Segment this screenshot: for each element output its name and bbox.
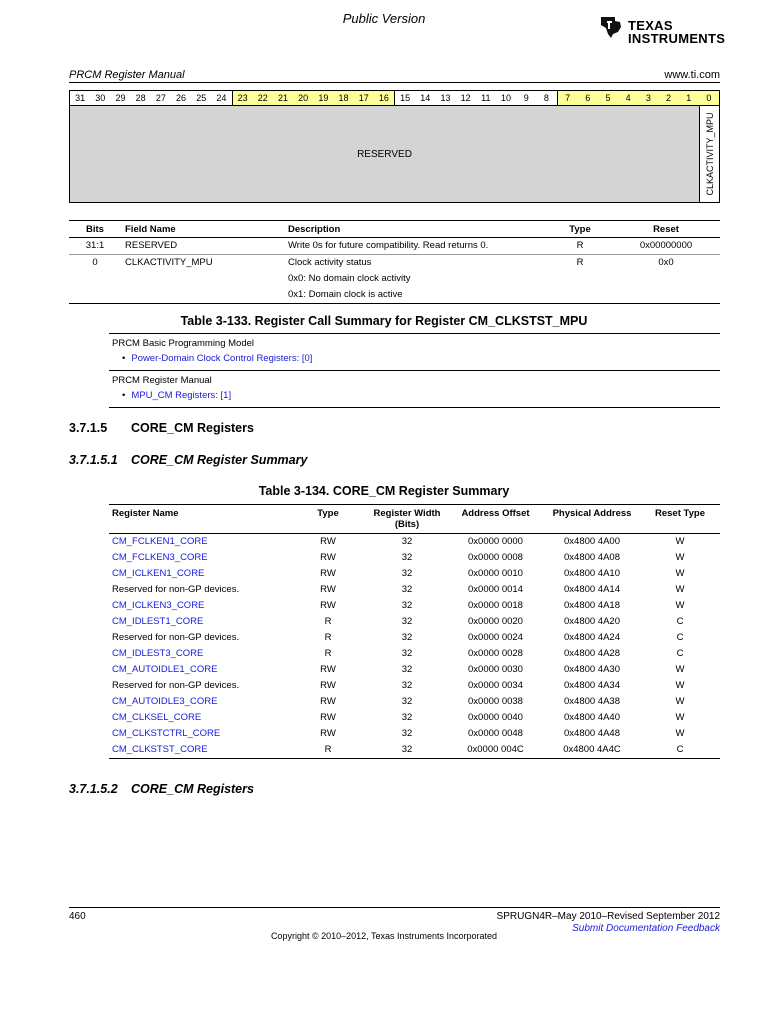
call-summary-caption: Table 3-133. Register Call Summary for Register CM_CLKSTST_MPU xyxy=(180,314,588,328)
document-id: SPRUGN4R–May 2010–Revised September 2012 xyxy=(496,911,720,922)
address-offset: 0x0000 004C xyxy=(447,742,544,759)
bit-number: 11 xyxy=(481,93,491,103)
register-type: RW xyxy=(320,584,336,595)
bit-number: 28 xyxy=(135,93,146,103)
feedback-link[interactable]: Submit Documentation Feedback xyxy=(572,923,720,934)
reset-type: W xyxy=(675,536,685,547)
table-row xyxy=(109,646,720,662)
bit-number: 2 xyxy=(658,91,678,105)
bit-number: 20 xyxy=(293,91,313,105)
register-link[interactable]: CM_IDLEST3_CORE xyxy=(112,648,204,659)
reset-type: W xyxy=(675,712,685,723)
address-offset: 0x0000 0038 xyxy=(468,696,523,707)
bit-number: 18 xyxy=(333,91,353,105)
table-row xyxy=(109,710,720,726)
bit-number: 9 xyxy=(523,93,529,103)
table-row xyxy=(109,662,720,678)
register-width: 32 xyxy=(401,616,413,627)
field-description-table xyxy=(69,220,720,304)
register-link[interactable]: CM_CLKSEL_CORE xyxy=(112,712,202,723)
address-offset: 0x0000 0034 xyxy=(468,680,523,691)
bit-number: 24 xyxy=(211,91,232,105)
col-address-offset: Address Offset xyxy=(447,505,544,534)
register-type: R xyxy=(289,742,367,759)
address-offset: 0x0000 0024 xyxy=(468,632,523,643)
register-link[interactable]: CM_ICLKEN3_CORE xyxy=(112,600,205,611)
register-type: RW xyxy=(320,664,336,675)
call-summary-link[interactable]: Power-Domain Clock Control Registers: [0] xyxy=(131,353,313,364)
physical-address: 0x4800 4A4C xyxy=(544,742,640,759)
register-width: 32 xyxy=(401,648,413,659)
reset-type: C xyxy=(676,616,684,627)
register-bit-numbers xyxy=(69,90,720,106)
address-offset: 0x0000 0000 xyxy=(468,536,523,547)
register-type: RW xyxy=(320,536,336,547)
register-type: RW xyxy=(320,712,336,723)
reset-type: W xyxy=(675,680,685,691)
reserved-field: RESERVED xyxy=(70,106,700,202)
register-type: R xyxy=(324,632,332,643)
bit-number: 26 xyxy=(176,93,187,103)
register-link[interactable]: CM_CLKSTST_CORE xyxy=(109,742,289,759)
bit-number: 14 xyxy=(420,93,431,103)
bit-number: 4 xyxy=(618,91,638,105)
ti-logo xyxy=(598,12,726,46)
register-name: Reserved for non-GP devices. xyxy=(112,584,240,595)
register-link[interactable]: CM_AUTOIDLE1_CORE xyxy=(112,664,218,675)
bit-number: 5 xyxy=(598,91,618,105)
table-row: 0x0: No domain clock activity xyxy=(288,273,411,284)
website-link[interactable]: www.ti.com xyxy=(664,69,720,81)
col-bits: Bits xyxy=(69,221,121,238)
reset-type: C xyxy=(640,742,720,759)
reset-type: W xyxy=(675,600,685,611)
bit-number: 16 xyxy=(374,91,395,105)
reset-type: W xyxy=(675,568,685,579)
table-row: 0x1: Domain clock is active xyxy=(69,287,720,304)
register-width: 32 xyxy=(401,696,413,707)
register-type: RW xyxy=(320,696,336,707)
table-row: 0 CLKACTIVITY_MPU Clock activity status R 0x0 xyxy=(92,257,674,268)
logo-text-line2: INSTRUMENTS xyxy=(628,31,726,46)
register-type: RW xyxy=(320,552,336,563)
register-width: 32 xyxy=(401,600,413,611)
col-reset: Reset xyxy=(612,221,720,238)
bit-number: 15 xyxy=(400,93,411,103)
bit-number: 22 xyxy=(253,91,273,105)
col-field-name: Field Name xyxy=(121,221,284,238)
page-number: 460 xyxy=(69,911,86,922)
physical-address: 0x4800 4A28 xyxy=(564,648,620,659)
call-summary-title: PRCM Basic Programming Model xyxy=(112,338,255,349)
reset-type: C xyxy=(676,632,684,643)
bit-number: 17 xyxy=(354,91,374,105)
register-link[interactable]: CM_CLKSTCTRL_CORE xyxy=(112,728,221,739)
register-name: Reserved for non-GP devices. xyxy=(112,632,240,643)
manual-title: PRCM Register Manual xyxy=(69,69,185,81)
address-offset: 0x0000 0028 xyxy=(468,648,523,659)
register-type: RW xyxy=(320,680,336,691)
bit-number: 31 xyxy=(75,93,86,103)
register-width: 32 xyxy=(401,632,413,643)
call-summary-table xyxy=(109,333,720,408)
col-register-name: Register Name xyxy=(109,505,289,534)
call-summary-title: PRCM Register Manual xyxy=(112,375,212,386)
bit-number: 1 xyxy=(679,91,699,105)
physical-address: 0x4800 4A38 xyxy=(564,696,620,707)
table-row xyxy=(109,630,720,646)
reset-type: W xyxy=(675,552,685,563)
address-offset: 0x0000 0020 xyxy=(468,616,523,627)
table-row xyxy=(109,614,720,630)
register-width: 32 xyxy=(401,664,413,675)
table-row xyxy=(109,598,720,614)
physical-address: 0x4800 4A24 xyxy=(564,632,620,643)
address-offset: 0x0000 0014 xyxy=(468,584,523,595)
address-offset: 0x0000 0048 xyxy=(468,728,523,739)
register-width: 32 xyxy=(401,536,413,547)
register-type: R xyxy=(324,648,332,659)
bit-number: 23 xyxy=(233,91,253,105)
bit-number: 6 xyxy=(578,91,598,105)
address-offset: 0x0000 0010 xyxy=(468,568,523,579)
clkactivity-mpu-field: CLKACTIVITY_MPU xyxy=(700,106,719,202)
table-row: 31:1 RESERVED Write 0s for future compatibility. Read returns 0. R 0x00000000 xyxy=(69,238,720,255)
table-row xyxy=(109,726,720,742)
bit-number: 3 xyxy=(638,91,658,105)
table-row xyxy=(109,550,720,566)
register-width: 32 xyxy=(401,552,413,563)
public-version-label: Public Version xyxy=(342,11,426,26)
table-row xyxy=(109,678,720,694)
physical-address: 0x4800 4A14 xyxy=(564,584,620,595)
physical-address: 0x4800 4A18 xyxy=(564,600,620,611)
copyright: Copyright © 2010–2012, Texas Instruments Incorporated xyxy=(270,931,498,941)
register-link[interactable]: CM_FCLKEN1_CORE xyxy=(112,536,208,547)
register-width: 32 xyxy=(401,680,413,691)
logo-text-line1: TEXAS xyxy=(628,18,673,33)
bullet-icon: • xyxy=(122,390,126,401)
bit-number: 12 xyxy=(460,93,471,103)
bit-number: 30 xyxy=(95,93,106,103)
bit-number: 19 xyxy=(313,91,333,105)
register-name: Reserved for non-GP devices. xyxy=(112,680,240,691)
bit-number: 29 xyxy=(115,93,126,103)
register-link[interactable]: CM_ICLKEN1_CORE xyxy=(112,568,205,579)
physical-address: 0x4800 4A10 xyxy=(564,568,620,579)
register-summary-caption: Table 3-134. CORE_CM Register Summary xyxy=(258,484,510,498)
register-width: 32 xyxy=(401,712,413,723)
table-row xyxy=(109,534,720,551)
bit-number: 27 xyxy=(155,93,166,103)
physical-address: 0x4800 4A00 xyxy=(564,536,620,547)
physical-address: 0x4800 4A34 xyxy=(564,680,620,691)
register-width: 32 xyxy=(401,568,413,579)
footer-divider xyxy=(69,907,720,908)
address-offset: 0x0000 0040 xyxy=(468,712,523,723)
physical-address: 0x4800 4A08 xyxy=(564,552,620,563)
physical-address: 0x4800 4A20 xyxy=(564,616,620,627)
address-offset: 0x0000 0018 xyxy=(468,600,523,611)
subsection-heading: 3.7.1.5.1 CORE_CM Register Summary xyxy=(69,453,308,467)
col-reset-type: Reset Type xyxy=(640,505,720,534)
col-register-width: Register Width (Bits) xyxy=(367,505,447,534)
register-bit-fields xyxy=(69,105,720,203)
address-offset: 0x0000 0030 xyxy=(468,664,523,675)
register-width: 32 xyxy=(401,728,413,739)
reset-type: C xyxy=(676,648,684,659)
call-summary-link[interactable]: MPU_CM Registers: [1] xyxy=(131,390,232,401)
physical-address: 0x4800 4A48 xyxy=(564,728,620,739)
physical-address: 0x4800 4A40 xyxy=(564,712,620,723)
header-divider xyxy=(69,82,720,83)
register-link[interactable]: CM_AUTOIDLE3_CORE xyxy=(112,696,218,707)
col-type: Type xyxy=(548,221,612,238)
reset-type: W xyxy=(675,584,685,595)
physical-address: 0x4800 4A30 xyxy=(564,664,620,675)
reset-type: W xyxy=(675,696,685,707)
register-type: RW xyxy=(320,568,336,579)
address-offset: 0x0000 0008 xyxy=(468,552,523,563)
col-description: Description xyxy=(284,221,548,238)
bit-number: 8 xyxy=(536,91,557,105)
table-row xyxy=(109,742,720,759)
reset-type: W xyxy=(675,728,685,739)
table-row xyxy=(109,566,720,582)
section-heading: 3.7.1.5 CORE_CM Registers xyxy=(69,421,254,435)
register-link[interactable]: CM_FCLKEN3_CORE xyxy=(112,552,208,563)
register-type: R xyxy=(324,616,332,627)
bit-number: 21 xyxy=(273,91,293,105)
register-width: 32 xyxy=(401,584,413,595)
subsection-heading: 3.7.1.5.2 CORE_CM Registers xyxy=(69,782,254,796)
bit-number: 7 xyxy=(558,91,578,105)
bit-number: 0 xyxy=(699,91,719,105)
table-row xyxy=(109,582,720,598)
bullet-icon: • xyxy=(122,353,126,364)
ti-map-icon xyxy=(598,14,624,40)
bit-number: 10 xyxy=(501,93,512,103)
register-type: RW xyxy=(320,728,336,739)
register-width: 32 xyxy=(367,742,447,759)
bit-number: 13 xyxy=(440,93,451,103)
reset-type: W xyxy=(675,664,685,675)
register-type: RW xyxy=(320,600,336,611)
bit-number: 25 xyxy=(196,93,207,103)
col-physical-address: Physical Address xyxy=(544,505,640,534)
col-type: Type xyxy=(289,505,367,534)
register-summary-table xyxy=(109,504,720,759)
register-link[interactable]: CM_IDLEST1_CORE xyxy=(112,616,204,627)
table-row xyxy=(109,694,720,710)
